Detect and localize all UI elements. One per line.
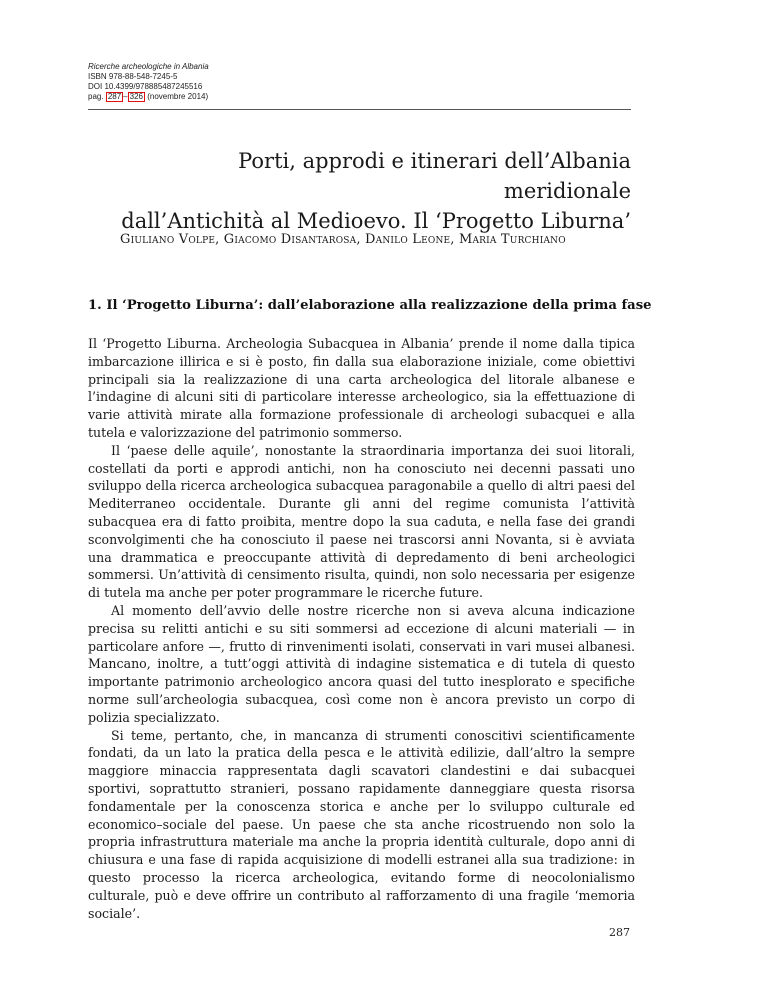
paragraph: Al momento dell’avvio delle nostre ricerche non si aveva alcuna indicazione precisa su relitti antichi e su siti sommersi ad eccezione di alcuni materiali — in particolare anfore —, frutto di rinvenimenti isolati, conservati in vari musei albanesi. Mancano, inoltre, a tutt’oggi attività di indagine sistematica e di tutela di questo importante patrimonio archeologico ancora quasi del tutto inesplorato e specifiche norme sull’archeologia subacquea, così come non è ancora previsto un corpo di polizia specializzato. [88,602,635,725]
doi: DOI 10.4399/978885487245516 [88,82,203,91]
journal-name: Ricerche archeologiche in Albania [88,62,209,71]
section-heading: 1. Il ‘Progetto Liburna’: dall’elaborazione alla realizzazione della prima fase [88,298,652,313]
body-text [88,335,635,922]
paragraph: Il ‘paese delle aquile’, nonostante la straordinaria importanza dei suoi litorali, costellati da porti e approdi antichi, non ha conosciuto nei decenni passati uno sviluppo della ricerca archeologica subacquea paragonabile a quello di altri paesi del Mediterraneo occidentale. Durante gli anni del regime comunista l’attività subacquea era di fatto proibita, mentre dopo la sua caduta, e nella fase dei grandi sconvolgimenti che ha conosciuto il paese nei trascorsi anni Novanta, si è avviata una drammatica e preoccupante attività di depredamento di beni archeologici sommersi. Un’attività di censimento risulta, quindi, non solo necessaria per esigenze di tutela ma anche per poter programmare le ricerche future. [88,442,635,601]
page-range-separator: – [123,92,128,101]
paragraph: Il ‘Progetto Liburna. Archeologia Subacquea in Albania’ prende il nome dalla tipica imbarcazione illirica e si è posto, fin dalla sua elaborazione iniziale, come obiettivi principali sia la realizzazione di una carta archeologica del litorale albanese e l’indagine di alcuni siti di particolare interesse archeologico, sia la effettuazione di varie attività mirate alla formazione professionale di archeologi subacquei e alla tutela e valorizzazione del patrimonio sommerso. [88,336,635,440]
publication-date: (novembre 2014) [147,92,209,101]
page-start-link[interactable]: 287 [107,92,122,101]
title-line-1: Porti, approdi e itinerari dell’Albania meridionale [238,149,631,203]
isbn: ISBN 978-88-548-7245-5 [88,72,178,81]
article-title [110,146,631,236]
page-end-link[interactable]: 326 [129,92,143,101]
author-list: Giuliano Volpe, Giacomo Disantarosa, Danilo Leone, Maria Turchiano [120,232,566,247]
page-number: 287 [609,926,630,939]
publication-metadata [88,62,209,102]
page-range [88,92,209,102]
paragraph: Si teme, pertanto, che, in mancanza di strumenti conoscitivi scientificamente fondati, da un lato la pratica della pesca e le attività edilizie, dall’altro la sempre maggiore minaccia rappresentata dagli scavatori clandestini e dai subacquei sportivi, soprattutto stranieri, possano rapidamente danneggiare questa risorsa fondamentale per la conoscenza storica e anche per lo sviluppo culturale ed economico–sociale del paese. Un paese che sta anche ricostruendo non solo la propria infrastruttura materiale ma anche la propria identità culturale, dopo anni di chiusura e una fase di rapida acquisizione di modelli estranei alla sua tradizione: in questo processo la ricerca archeologica, evitando forme di neocolonialismo culturale, può e deve offrire un contributo al rafforzamento di una fragile ‘memoria sociale’. [88,727,635,921]
title-line-2: dall’Antichità al Medioevo. Il ‘Progetto Liburna’ [121,209,631,233]
page-range-prefix: pag. [88,92,104,101]
header-rule [88,109,631,110]
